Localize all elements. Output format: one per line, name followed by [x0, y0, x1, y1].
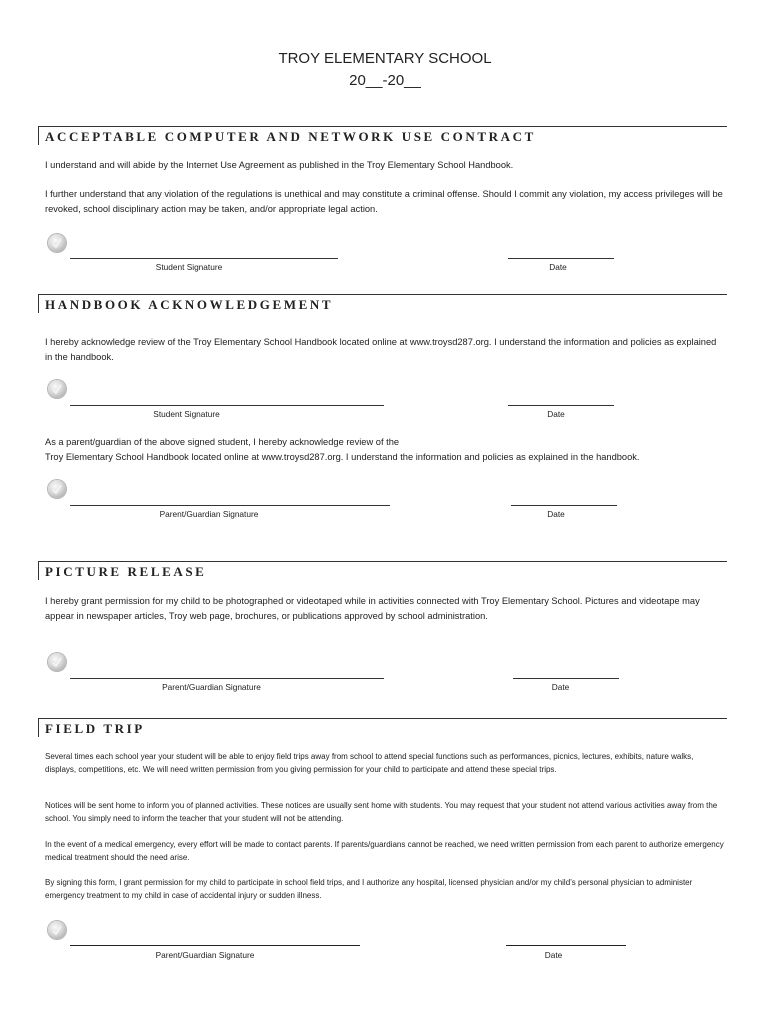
paragraph: I understand and will abide by the Internet Use Agreement as published in the Troy Elementary School Handbook.	[45, 160, 514, 170]
signature-caption: Student Signature	[153, 409, 220, 419]
paragraph: Several times each school year your student will be able to enjoy field trips away from school to attend special functions such as performances, picnics, lectures, exhibits, nature walks, displays, competitions, etc. We will need written permission from you giving permission for your child to participate and attend these special trips.	[45, 752, 694, 774]
signature-pen-icon[interactable]	[48, 234, 66, 252]
paragraph: I further understand that any violation of the regulations is unethical and may constitute a criminal offense. Should I commit any violation, my access privileges will be revoked, school disciplinary action may be taken, and/or appropriate legal action.	[45, 189, 723, 214]
paragraph: I hereby acknowledge review of the Troy Elementary School Handbook located online at www.troysd287.org. I understand the information and policies as explained in the handbook.	[45, 337, 717, 362]
section-computer-contract	[38, 126, 727, 145]
paragraph: Troy Elementary School Handbook located online at www.troysd287.org. I understand the information and policies as explained in the handbook.	[45, 452, 640, 462]
parent-signature-line[interactable]	[70, 945, 360, 946]
signature-pen-icon[interactable]	[48, 480, 66, 498]
paragraph: In the event of a medical emergency, every effort will be made to contact parents. If parents/guardians cannot be reached, we need written permission from each parent to authorize emergency medical treatment should the need arise.	[45, 840, 724, 862]
section-heading: ACCEPTABLE COMPUTER AND NETWORK USE CONTRACT	[45, 129, 536, 144]
signature-caption: Parent/Guardian Signature	[159, 509, 259, 519]
date-line[interactable]	[508, 258, 614, 259]
paragraph: As a parent/guardian of the above signed student, I hereby acknowledge review of the	[45, 437, 400, 447]
section-picture-release	[38, 561, 727, 580]
date-caption: Date	[544, 950, 563, 960]
signature-caption: Parent/Guardian Signature	[155, 950, 255, 960]
date-line[interactable]	[506, 945, 626, 946]
page-title: TROY ELEMENTARY SCHOOL	[278, 50, 492, 67]
section-heading: FIELD TRIP	[45, 721, 145, 736]
date-caption: Date	[547, 509, 565, 519]
school-year: 20__-20__	[349, 72, 421, 89]
signature-caption: Parent/Guardian Signature	[162, 682, 261, 692]
signature-pen-icon[interactable]	[48, 921, 66, 939]
paragraph: I hereby grant permission for my child to be photographed or videotaped while in activities connected with Troy Elementary School. Pictures and videotape may appear in newspaper articles, Troy web page, brochures, or publications approved by school administration.	[45, 596, 700, 621]
signature-pen-icon[interactable]	[48, 653, 66, 671]
date-line[interactable]	[511, 505, 617, 506]
section-handbook-acknowledgement	[38, 294, 727, 313]
date-caption: Date	[547, 409, 565, 419]
section-heading: PICTURE RELEASE	[45, 564, 207, 579]
signature-caption: Student Signature	[155, 262, 223, 272]
paragraph: Notices will be sent home to inform you of planned activities. These notices are usually sent home with students. You may request that your student not attend various activities away from the school. You simply need to inform the teacher that your student will not be attending.	[45, 801, 718, 823]
parent-signature-line[interactable]	[70, 505, 390, 506]
date-caption: Date	[551, 682, 570, 692]
student-signature-line[interactable]	[70, 405, 384, 406]
parent-signature-line[interactable]	[70, 678, 384, 679]
date-line[interactable]	[513, 678, 619, 679]
student-signature-line[interactable]	[70, 258, 338, 259]
section-field-trip	[38, 718, 727, 737]
paragraph: By signing this form, I grant permission for my child to participate in school field trips, and I authorize any hospital, licensed physician and/or my child’s personal physician to administer emergency treatment to my child in case of accidental injury or sudden illness.	[45, 878, 693, 900]
signature-pen-icon[interactable]	[48, 380, 66, 398]
date-line[interactable]	[508, 405, 614, 406]
date-caption: Date	[549, 262, 567, 272]
section-heading: HANDBOOK ACKNOWLEDGEMENT	[45, 297, 334, 312]
